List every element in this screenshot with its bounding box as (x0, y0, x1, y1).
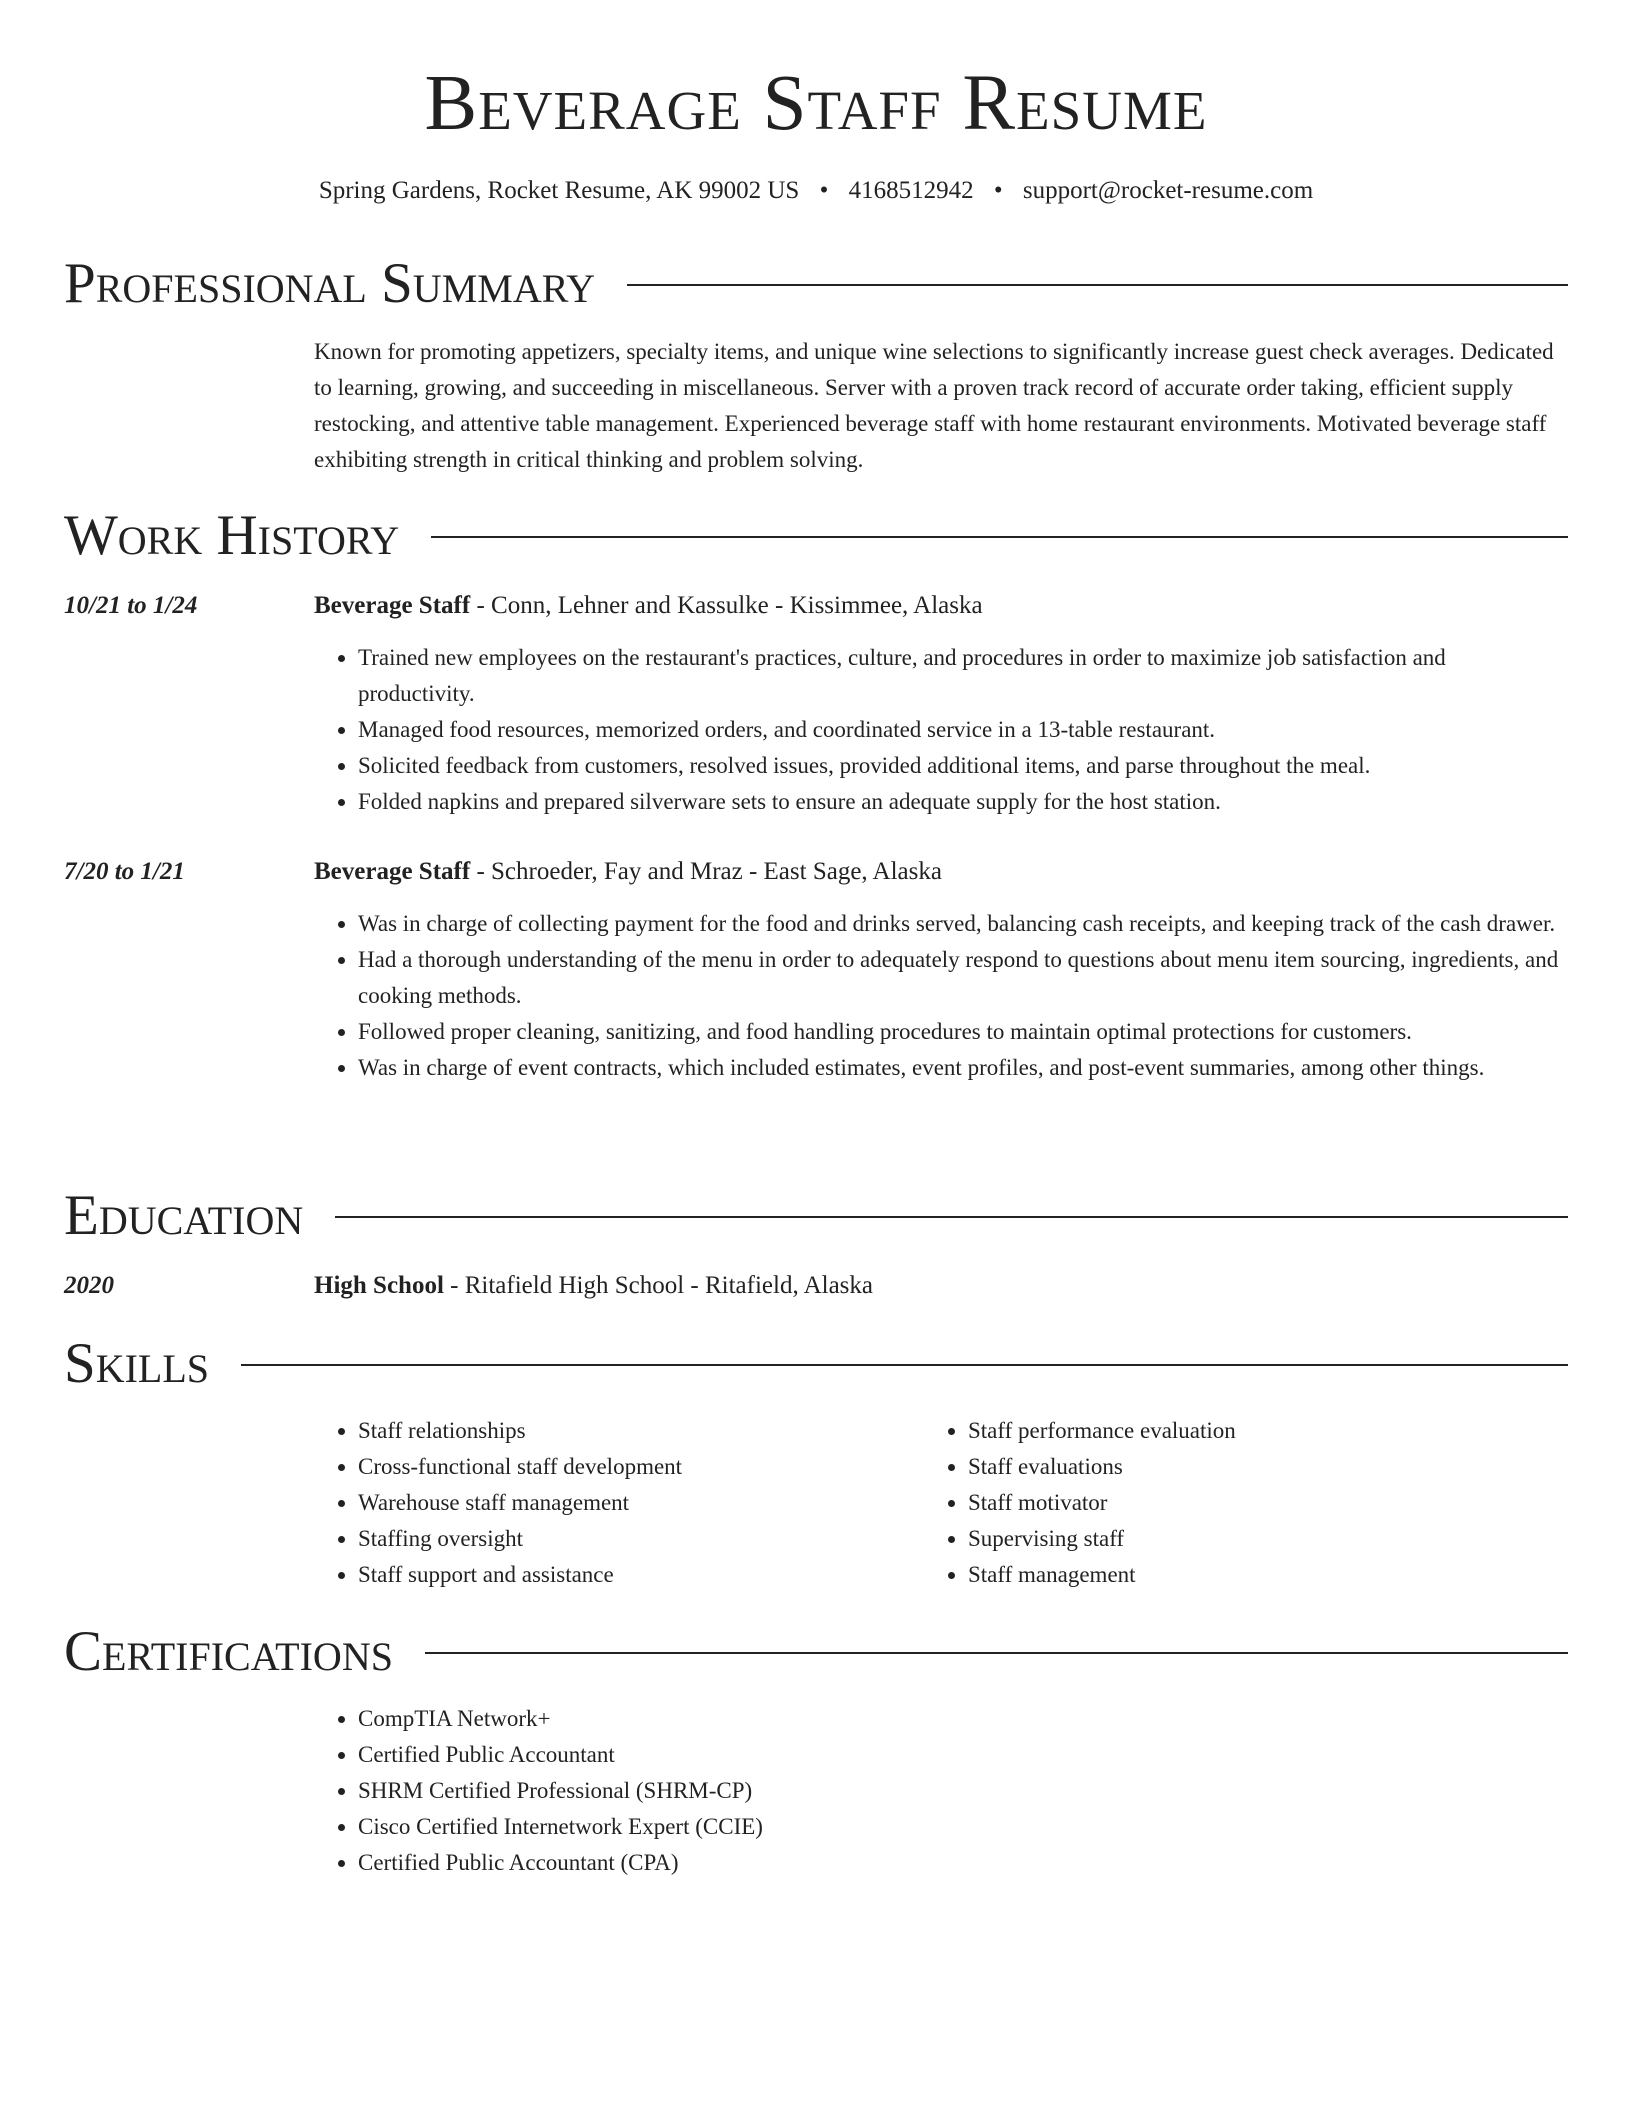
certifications-list (314, 1701, 1568, 1881)
certification-item: • Certified Public Accountant (CPA) (358, 1845, 1568, 1881)
job-dates: 7/20 to 1/21 (64, 858, 185, 885)
certification-item: • Cisco Certified Internetwork Expert (CCIE) (358, 1809, 1568, 1845)
skill-item: • Warehouse staff management (358, 1485, 930, 1521)
job-dates: 10/21 to 1/24 (64, 592, 198, 619)
education-year: 2020 (64, 1272, 114, 1299)
job-bullets (314, 640, 1568, 820)
skills-section-header (64, 1332, 1568, 1396)
contact-line (0, 175, 1632, 207)
summary-text: Known for promoting appetizers, specialty items, and unique wine selections to significantly increase guest check averages. Dedicated to learning, growing, and succeeding in miscellaneous. Server with a proven track record of accurate order taking, efficient supply restocking, and attentive table management. Experienced beverage staff with home restaurant environments. Motivated beverage staff exhibiting strength in critical thinking and problem solving. (314, 339, 1554, 472)
job-role: Beverage Staff (314, 592, 471, 619)
education-heading: Education (64, 1184, 304, 1247)
section-divider (627, 284, 1568, 286)
list-item: • Trained new employees on the restaurant's practices, culture, and procedures in order to maximize job satisfaction and productivity. (358, 640, 1568, 712)
skills-list-left (314, 1413, 930, 1593)
resume-title: Beverage Staff Resume (424, 60, 1208, 147)
skill-item: • Staff relationships (358, 1413, 930, 1449)
education-school: - Ritafield High School - Ritafield, Alaska (443, 1272, 873, 1299)
skill-item: • Staff motivator (968, 1485, 1540, 1521)
certification-item: • Certified Public Accountant (358, 1737, 1568, 1773)
contact-email: support@rocket-resume.com (1022, 177, 1314, 204)
list-item: • Folded napkins and prepared silverware sets to ensure an adequate supply for the host station. (358, 784, 1568, 820)
job-title-line (314, 590, 1572, 622)
summary-heading: Professional Summary (64, 252, 596, 315)
skill-item: • Supervising staff (968, 1521, 1540, 1557)
job-bullets (314, 906, 1568, 1086)
list-item: • Solicited feedback from customers, resolved issues, provided additional items, and parse throughout the meal. (358, 748, 1568, 784)
list-item: • Had a thorough understanding of the menu in order to adequately respond to questions about menu item sourcing, ingredients, and cooking methods. (358, 942, 1568, 1014)
list-item: • Was in charge of event contracts, which included estimates, event profiles, and post-event summaries, among other things. (358, 1050, 1568, 1086)
section-divider (425, 1652, 1568, 1654)
list-item: • Was in charge of collecting payment for the food and drinks served, balancing cash receipts, and keeping track of the cash drawer. (358, 906, 1568, 942)
job-role: Beverage Staff (314, 858, 471, 885)
job-employer: - Conn, Lehner and Kassulke - Kissimmee, Alaska (470, 592, 983, 619)
job-title-line (314, 856, 1572, 888)
education-line (314, 1270, 1572, 1302)
education-section-header (64, 1184, 1568, 1248)
contact-phone: 4168512942 (848, 177, 974, 204)
skills-heading: Skills (64, 1332, 210, 1395)
skill-item: • Staff evaluations (968, 1449, 1540, 1485)
work-section-header (64, 504, 1568, 568)
section-divider (335, 1216, 1568, 1218)
certification-item: • CompTIA Network+ (358, 1701, 1568, 1737)
skill-item: • Staff management (968, 1557, 1540, 1593)
skill-item: • Staff support and assistance (358, 1557, 930, 1593)
education-degree: High School (314, 1272, 444, 1299)
list-item: • Followed proper cleaning, sanitizing, and food handling procedures to maintain optimal protections for customers. (358, 1014, 1568, 1050)
certifications-section-header (64, 1620, 1568, 1684)
certification-item: • SHRM Certified Professional (SHRM-CP) (358, 1773, 1568, 1809)
work-heading: Work History (64, 504, 400, 567)
section-divider (431, 536, 1568, 538)
contact-separator: • (993, 177, 1003, 204)
section-divider (241, 1364, 1568, 1366)
certifications-heading: Certifications (64, 1620, 393, 1683)
list-item: • Managed food resources, memorized orders, and coordinated service in a 13-table restaurant. (358, 712, 1568, 748)
skills-list-right (924, 1413, 1540, 1593)
skill-item: • Cross-functional staff development (358, 1449, 930, 1485)
skill-item: • Staffing oversight (358, 1521, 930, 1557)
summary-section-header (64, 252, 1568, 316)
job-employer: - Schroeder, Fay and Mraz - East Sage, Alaska (470, 858, 942, 885)
skill-item: • Staff performance evaluation (968, 1413, 1540, 1449)
contact-separator: • (819, 177, 829, 204)
contact-address: Spring Gardens, Rocket Resume, AK 99002 US (318, 177, 800, 204)
